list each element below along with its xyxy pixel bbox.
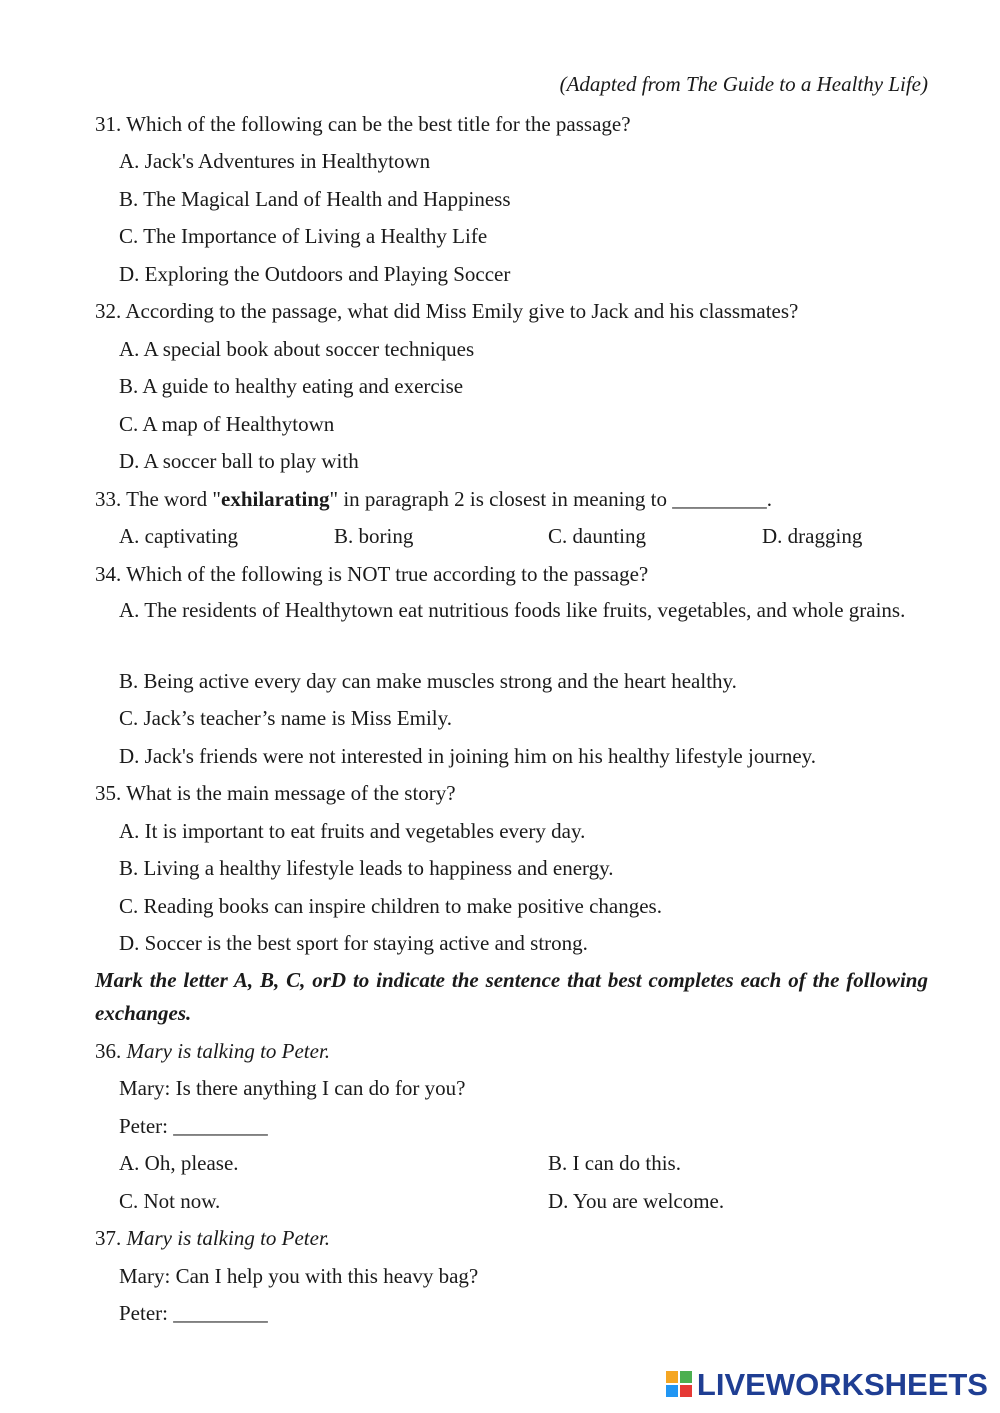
q33-prefix: 33. The word " — [95, 487, 221, 511]
logo-grid-icon — [666, 1371, 694, 1399]
q37-context: Mary is talking to Peter. — [126, 1226, 331, 1250]
logo-square-1 — [666, 1371, 678, 1383]
question-31: 31. Which of the following can be the best title for the passage? — [95, 112, 631, 136]
q35-option-b: B. Living a healthy lifestyle leads to happiness and energy. — [119, 856, 614, 880]
q36-option-c: C. Not now. — [119, 1189, 221, 1213]
q36-dialogue-line-1: Mary: Is there anything I can do for you? — [119, 1076, 466, 1100]
q33-option-c: C. daunting — [548, 524, 646, 548]
q31-option-b: B. The Magical Land of Health and Happiness — [119, 187, 511, 211]
question-37 — [95, 1224, 330, 1252]
q36-option-d: D. You are welcome. — [548, 1189, 725, 1213]
q33-option-d: D. dragging — [762, 524, 863, 548]
q35-option-c: C. Reading books can inspire children to make positive changes. — [119, 894, 662, 918]
q32-option-c: C. A map of Healthytown — [119, 412, 335, 436]
q36-number: 36. — [95, 1039, 127, 1063]
question-33 — [95, 485, 772, 513]
q35-option-a: A. It is important to eat fruits and vegetables every day. — [119, 819, 586, 843]
q35-option-d: D. Soccer is the best sport for staying active and strong. — [119, 931, 588, 955]
q33-option-b: B. boring — [334, 524, 414, 548]
q32-option-b: B. A guide to healthy eating and exercise — [119, 374, 464, 398]
q37-dialogue-line-2: Peter: _________ — [119, 1301, 268, 1325]
section-instruction: Mark the letter A, B, C, orD to indicate the sentence that best completes each of the following exchanges. — [95, 968, 928, 1025]
q36-context: Mary is talking to Peter. — [126, 1039, 331, 1063]
q31-option-d: D. Exploring the Outdoors and Playing Soccer — [119, 262, 511, 286]
logo-square-2 — [680, 1371, 692, 1383]
question-35: 35. What is the main message of the story? — [95, 781, 456, 805]
logo-square-4 — [680, 1385, 692, 1397]
q36-option-b: B. I can do this. — [548, 1151, 681, 1175]
q32-option-a: A. A special book about soccer techniques — [119, 337, 475, 361]
q33-suffix: " in paragraph 2 is closest in meaning to _________. — [329, 487, 772, 511]
logo-square-3 — [666, 1385, 678, 1397]
question-36 — [95, 1037, 330, 1065]
liveworksheets-logo[interactable] — [666, 1367, 988, 1403]
q37-dialogue-line-1: Mary: Can I help you with this heavy bag? — [119, 1264, 479, 1288]
q33-keyword: exhilarating — [221, 487, 330, 511]
q33-option-a: A. captivating — [119, 524, 238, 548]
logo-text: LIVEWORKSHEETS — [696, 1367, 988, 1402]
q31-option-c: C. The Importance of Living a Healthy Life — [119, 224, 488, 248]
q32-option-d: D. A soccer ball to play with — [119, 449, 359, 473]
q34-option-d: D. Jack's friends were not interested in joining him on his healthy lifestyle journey. — [119, 744, 817, 768]
question-32: 32. According to the passage, what did Miss Emily give to Jack and his classmates? — [95, 299, 799, 323]
q31-option-a: A. Jack's Adventures in Healthytown — [119, 149, 431, 173]
q34-option-a: A. The residents of Healthytown eat nutritious foods like fruits, vegetables, and whole grains. — [119, 598, 906, 622]
q36-option-a: A. Oh, please. — [119, 1151, 239, 1175]
q34-option-b: B. Being active every day can make muscles strong and the heart healthy. — [119, 669, 737, 693]
question-34: 34. Which of the following is NOT true according to the passage? — [95, 562, 649, 586]
q34-option-c: C. Jack’s teacher’s name is Miss Emily. — [119, 706, 453, 730]
source-citation: (Adapted from The Guide to a Healthy Life) — [559, 72, 928, 96]
q36-dialogue-line-2: Peter: _________ — [119, 1114, 268, 1138]
q37-number: 37. — [95, 1226, 127, 1250]
